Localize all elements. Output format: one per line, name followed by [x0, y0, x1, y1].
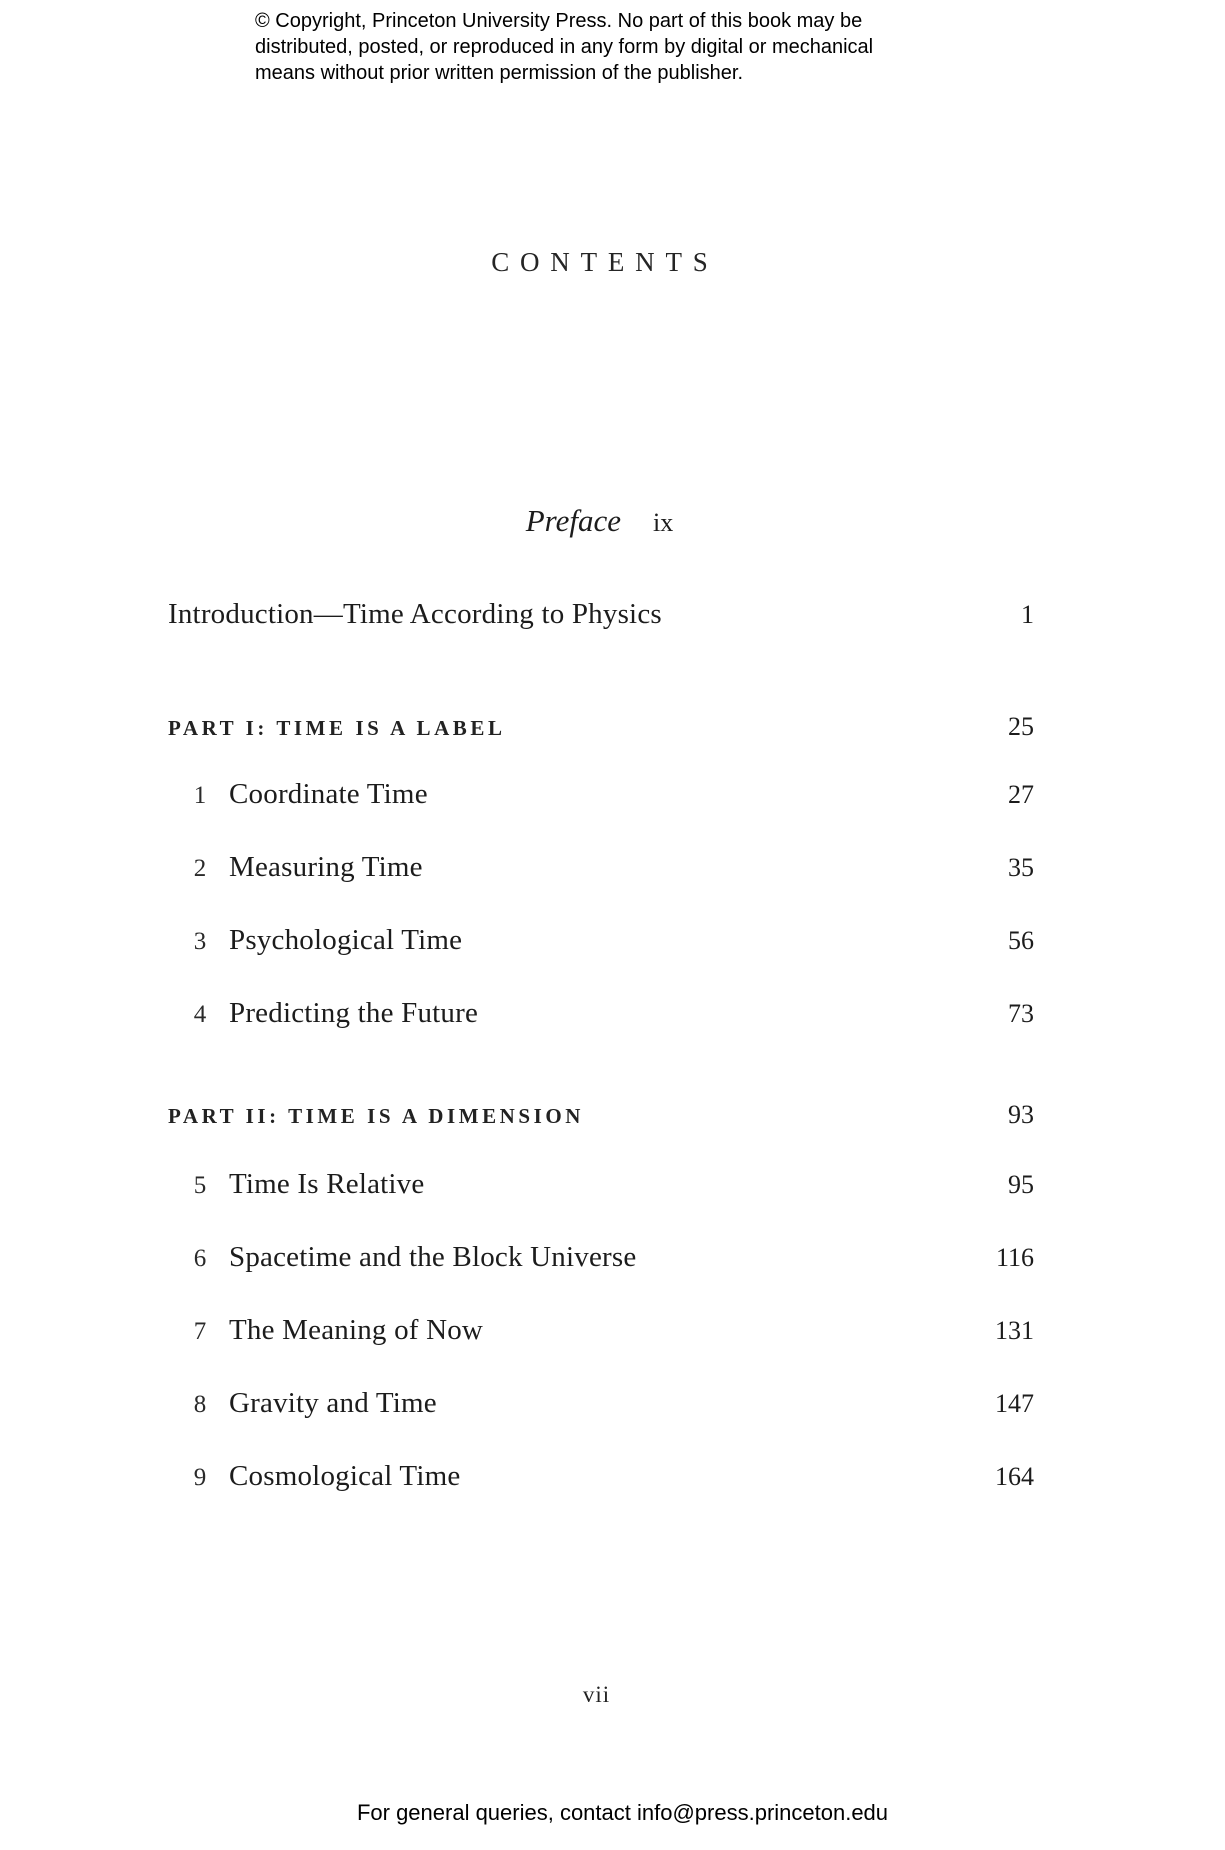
toc-entry-chapter — [168, 924, 1034, 957]
page-number: 116 — [995, 1243, 1034, 1272]
toc-entry-chapter — [168, 1460, 1034, 1493]
chapter-number: 8 — [193, 1391, 207, 1418]
toc-entry-chapter — [168, 1387, 1034, 1420]
chapter-number: 9 — [193, 1464, 207, 1491]
chapter-title: Cosmological Time — [229, 1460, 461, 1492]
page-number: 35 — [1008, 853, 1034, 882]
toc-entry-chapter — [168, 1314, 1034, 1347]
chapter-title: Measuring Time — [229, 851, 423, 883]
page-number: 93 — [1008, 1100, 1034, 1129]
part-heading-label: PART II: TIME IS A DIMENSION — [168, 1104, 585, 1128]
page-number: 1 — [1021, 600, 1034, 629]
toc-part-heading — [168, 712, 1034, 742]
toc-part-heading — [168, 1100, 1034, 1130]
toc-entry-chapter — [168, 1168, 1034, 1201]
toc-entry-preface — [0, 503, 1199, 539]
chapter-title: Predicting the Future — [229, 997, 479, 1029]
copyright-line: means without prior written permission of the publisher. — [255, 62, 744, 84]
chapter-number: 1 — [193, 782, 207, 809]
footer-contact-note: For general queries, contact info@press.princeton.edu — [356, 1800, 889, 1825]
copyright-line: © Copyright, Princeton University Press. No part of this book may be — [255, 10, 863, 32]
copyright-line: distributed, posted, or reproduced in any form by digital or mechanical — [255, 36, 874, 58]
page-number: 27 — [1008, 780, 1034, 809]
page-number: 164 — [995, 1462, 1034, 1491]
chapter-title: Gravity and Time — [229, 1387, 437, 1419]
chapter-title: Time Is Relative — [229, 1168, 425, 1200]
chapter-number: 3 — [193, 928, 207, 955]
chapter-number: 4 — [193, 1001, 207, 1028]
page-number: 73 — [1008, 999, 1034, 1028]
page-number: 25 — [1008, 712, 1034, 741]
toc-entry-chapter — [168, 1241, 1034, 1274]
chapter-number: 7 — [193, 1318, 207, 1345]
copyright-notice — [255, 8, 975, 86]
entry-title: Introduction—Time According to Physics — [168, 598, 662, 630]
page-number: ix — [653, 508, 674, 537]
toc-entry-chapter — [168, 997, 1034, 1030]
chapter-title: Coordinate Time — [229, 778, 428, 810]
chapter-title: Psychological Time — [229, 924, 463, 956]
page-number: 56 — [1008, 926, 1034, 955]
page-number: 95 — [1008, 1170, 1034, 1199]
toc-entry-introduction — [168, 598, 1034, 631]
folio-page-number: vii — [582, 1682, 611, 1707]
chapter-number: 2 — [193, 855, 207, 882]
toc-entry-chapter — [168, 851, 1034, 884]
chapter-title: Spacetime and the Block Universe — [229, 1241, 637, 1273]
chapter-title: The Meaning of Now — [229, 1314, 484, 1346]
page-title: CONTENTS — [491, 247, 719, 277]
page-number: 131 — [995, 1316, 1034, 1345]
page-number: 147 — [995, 1389, 1034, 1418]
part-heading-label: PART I: TIME IS A LABEL — [168, 716, 506, 740]
toc-entry-chapter — [168, 778, 1034, 811]
chapter-number: 6 — [193, 1245, 207, 1272]
preface-label: Preface — [525, 503, 621, 538]
chapter-number: 5 — [193, 1172, 207, 1199]
